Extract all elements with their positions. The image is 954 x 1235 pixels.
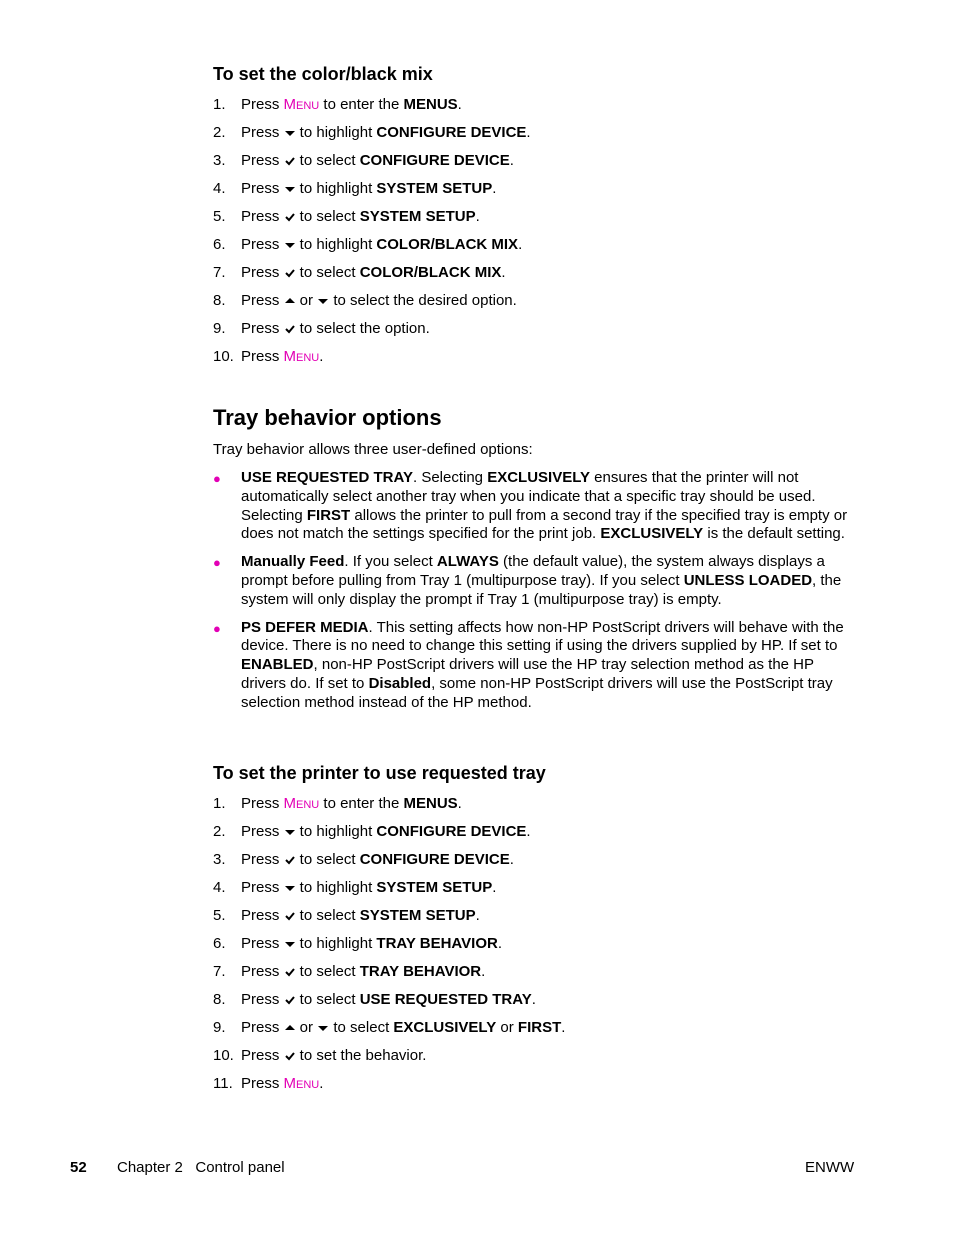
step-number: 9.	[213, 1019, 226, 1036]
text-run: Press	[241, 907, 284, 924]
text-run: .	[457, 96, 462, 113]
step-item	[213, 292, 853, 320]
step-item	[213, 823, 853, 851]
bold-term: SYSTEM SETUP	[376, 180, 493, 197]
bullet-icon: ●	[213, 471, 221, 486]
bold-term: TRAY BEHAVIOR	[376, 935, 498, 952]
text-run: Press	[241, 96, 284, 113]
step-number: 2.	[213, 823, 226, 840]
text-run: .	[518, 236, 523, 253]
step-number: 1.	[213, 795, 226, 812]
step-number: 11.	[213, 1075, 233, 1092]
text-run: .	[319, 1075, 324, 1092]
step-item	[213, 1047, 853, 1075]
steps-color-black-mix	[213, 96, 853, 376]
step-item	[213, 1019, 853, 1047]
down-arrow-icon	[284, 939, 296, 949]
text-run: , some non-HP PostScript drivers will use the PostScript tray selection method instead of the HP method.	[241, 674, 833, 711]
text-run: , non-HP PostScript drivers will use the HP tray selection method as the HP drivers do. If set to	[241, 656, 814, 692]
text-run: Press	[241, 963, 284, 980]
text-run: . If you select	[344, 553, 437, 571]
tray-options-list	[213, 469, 853, 722]
bold-term: CONFIGURE DEVICE	[376, 124, 527, 141]
text-run: Press	[241, 292, 284, 309]
text-run: Press	[241, 236, 284, 253]
bold-term: FIRST	[306, 506, 351, 524]
text-run: , the system will only display the prompt if Tray 1 (multipurpose tray) is empty.	[241, 571, 842, 608]
step-item	[213, 236, 853, 264]
bold-term: CONFIGURE DEVICE	[376, 823, 527, 840]
text-run: Press	[241, 124, 284, 141]
bold-term: MENUS	[403, 96, 458, 113]
text-run: Press	[241, 320, 284, 337]
text-run: Press	[241, 879, 284, 896]
step-number: 8.	[213, 991, 226, 1008]
checkmark-icon	[284, 911, 296, 921]
text-run: .	[526, 823, 531, 840]
bold-term: USE REQUESTED TRAY	[241, 469, 413, 486]
checkmark-icon	[284, 268, 296, 278]
step-item	[213, 1075, 853, 1103]
text-run: Press	[241, 208, 284, 225]
text-run: Press	[241, 1075, 284, 1092]
step-item	[213, 348, 853, 376]
step-number: 7.	[213, 264, 226, 281]
step-item	[213, 935, 853, 963]
text-run: to highlight	[295, 180, 377, 197]
checkmark-icon	[284, 967, 296, 977]
text-run: Press	[241, 851, 284, 868]
bold-term: TRAY BEHAVIOR	[359, 963, 482, 980]
step-item	[213, 907, 853, 935]
step-item	[213, 264, 853, 292]
steps-requested-tray	[213, 795, 853, 1103]
text-run: Press	[241, 152, 284, 169]
bold-term: SYSTEM SETUP	[359, 208, 476, 225]
down-arrow-icon	[284, 184, 296, 194]
step-item	[213, 879, 853, 907]
bold-term: COLOR/BLACK MIX	[359, 264, 502, 281]
step-number: 9.	[213, 320, 226, 337]
text-run: .	[497, 935, 502, 952]
step-number: 6.	[213, 236, 226, 253]
heading-color-black-mix: To set the color/black mix	[213, 64, 433, 84]
bold-term: EXCLUSIVELY	[487, 469, 591, 486]
text-run: to select	[295, 991, 360, 1008]
step-number: 4.	[213, 180, 226, 197]
text-run: .	[492, 180, 497, 197]
text-run: to select	[295, 208, 360, 225]
text-run: to highlight	[295, 236, 377, 253]
checkmark-icon	[284, 324, 296, 334]
text-run: to highlight	[295, 823, 377, 840]
text-run: to highlight	[295, 124, 377, 141]
step-item	[213, 96, 853, 124]
bold-term: ALWAYS	[436, 553, 499, 571]
step-number: 3.	[213, 152, 226, 169]
step-item	[213, 180, 853, 208]
text-run: Press	[241, 795, 284, 812]
down-arrow-icon	[284, 883, 296, 893]
bold-term: COLOR/BLACK MIX	[376, 236, 519, 253]
text-run: . Selecting	[412, 469, 488, 486]
bold-term: FIRST	[517, 1019, 562, 1036]
bold-term: SYSTEM SETUP	[376, 879, 493, 896]
text-run: or	[295, 292, 318, 309]
bullet-item	[213, 469, 853, 544]
bullet-icon: ●	[213, 620, 221, 636]
text-run: .	[501, 264, 506, 281]
footer-right: ENWW	[805, 1159, 855, 1176]
text-run: .	[531, 991, 536, 1008]
text-run: Press	[241, 823, 284, 840]
text-run: Press	[241, 348, 284, 365]
text-run: to select	[295, 963, 360, 980]
bold-term: ENABLED	[241, 656, 314, 674]
bold-term: Disabled	[368, 674, 432, 692]
text-run: ensures that the printer will not automatically select another tray when you indicate that a specific tray should be used. Selecting	[241, 469, 816, 524]
step-number: 7.	[213, 963, 226, 980]
text-run: to highlight	[295, 879, 377, 896]
text-run: .	[509, 851, 514, 868]
bullet-item	[213, 553, 853, 609]
step-number: 1.	[213, 96, 226, 113]
menu-button-label: Menu	[283, 348, 320, 365]
bold-term: MENUS	[403, 795, 458, 812]
checkmark-icon	[284, 212, 296, 222]
heading-requested-tray: To set the printer to use requested tray	[213, 763, 546, 783]
text-run: Press	[241, 1047, 284, 1064]
step-item	[213, 795, 853, 823]
text-run: .	[561, 1019, 566, 1036]
chapter-label: Chapter 2 Control panel	[117, 1159, 285, 1176]
text-run: Press	[241, 180, 284, 197]
text-run: .	[492, 879, 497, 896]
bold-term: PS DEFER MEDIA	[241, 618, 369, 636]
bullet-item	[213, 619, 853, 713]
step-number: 8.	[213, 292, 226, 309]
down-arrow-icon	[317, 1023, 329, 1033]
down-arrow-icon	[284, 240, 296, 250]
bold-term: SYSTEM SETUP	[359, 907, 476, 924]
text-run: to select	[329, 1019, 394, 1036]
text-run: allows the printer to pull from a second tray if the specified tray is empty or does not match the settings specified for the print job.	[241, 506, 848, 543]
down-arrow-icon	[317, 296, 329, 306]
checkmark-icon	[284, 156, 296, 166]
bold-term: EXCLUSIVELY	[393, 1019, 497, 1036]
text-run: or	[295, 1019, 318, 1036]
text-run: (the default value), the system always displays a prompt before pulling from Tray 1 (multipurpose tray). If you select	[241, 553, 825, 589]
step-item	[213, 991, 853, 1019]
step-number: 10.	[213, 348, 234, 365]
bold-term: UNLESS LOADED	[683, 571, 813, 589]
step-number: 2.	[213, 124, 226, 141]
step-number: 10.	[213, 1047, 234, 1064]
step-number: 3.	[213, 851, 226, 868]
checkmark-icon	[284, 855, 296, 865]
text-run: to highlight	[295, 935, 377, 952]
step-item	[213, 963, 853, 991]
bold-term: Manually Feed	[241, 553, 345, 571]
checkmark-icon	[284, 1051, 296, 1061]
bold-term: CONFIGURE DEVICE	[359, 851, 510, 868]
menu-button-label: Menu	[283, 1075, 320, 1092]
text-run: . This setting affects how non-HP PostScript drivers will behave with the device. There is no need to change this setting if using the drivers supplied by HP. If set to	[241, 618, 844, 655]
step-number: 5.	[213, 907, 226, 924]
text-run: .	[481, 963, 486, 980]
text-run: .	[475, 907, 480, 924]
text-run: to set the behavior.	[295, 1047, 427, 1064]
up-arrow-icon	[284, 296, 296, 306]
text-run: to enter the	[319, 795, 404, 812]
step-item	[213, 152, 853, 180]
text-run: .	[475, 208, 480, 225]
step-number: 6.	[213, 935, 226, 952]
up-arrow-icon	[284, 1023, 296, 1033]
bullet-icon: ●	[213, 555, 221, 571]
text-run: to select the option.	[295, 320, 430, 337]
bold-term: CONFIGURE DEVICE	[359, 152, 510, 169]
text-run: Press	[241, 264, 284, 281]
text-run: .	[457, 795, 462, 812]
text-run: .	[509, 152, 514, 169]
page-number: 52	[70, 1159, 87, 1176]
section-title: Tray behavior options	[213, 405, 442, 430]
text-run: .	[319, 348, 324, 365]
step-item	[213, 851, 853, 879]
text-run: to select	[295, 907, 360, 924]
text-run: to select	[295, 851, 360, 868]
text-run: Press	[241, 935, 284, 952]
text-run: to select the desired option.	[329, 292, 517, 309]
menu-button-label: Menu	[283, 795, 320, 812]
down-arrow-icon	[284, 827, 296, 837]
down-arrow-icon	[284, 128, 296, 138]
step-item	[213, 208, 853, 236]
step-number: 5.	[213, 208, 226, 225]
text-run: .	[526, 124, 531, 141]
text-run: Press	[241, 991, 284, 1008]
bold-term: EXCLUSIVELY	[600, 525, 704, 543]
step-item	[213, 124, 853, 152]
intro-paragraph: Tray behavior allows three user-defined options:	[213, 441, 533, 458]
text-run: to select	[295, 152, 360, 169]
bold-term: USE REQUESTED TRAY	[359, 991, 532, 1008]
checkmark-icon	[284, 995, 296, 1005]
text-run: or	[496, 1019, 518, 1036]
menu-button-label: Menu	[283, 96, 320, 113]
text-run: is the default setting.	[703, 525, 845, 543]
step-item	[213, 320, 853, 348]
step-number: 4.	[213, 879, 226, 896]
text-run: Press	[241, 1019, 284, 1036]
text-run: to enter the	[319, 96, 404, 113]
text-run: to select	[295, 264, 360, 281]
